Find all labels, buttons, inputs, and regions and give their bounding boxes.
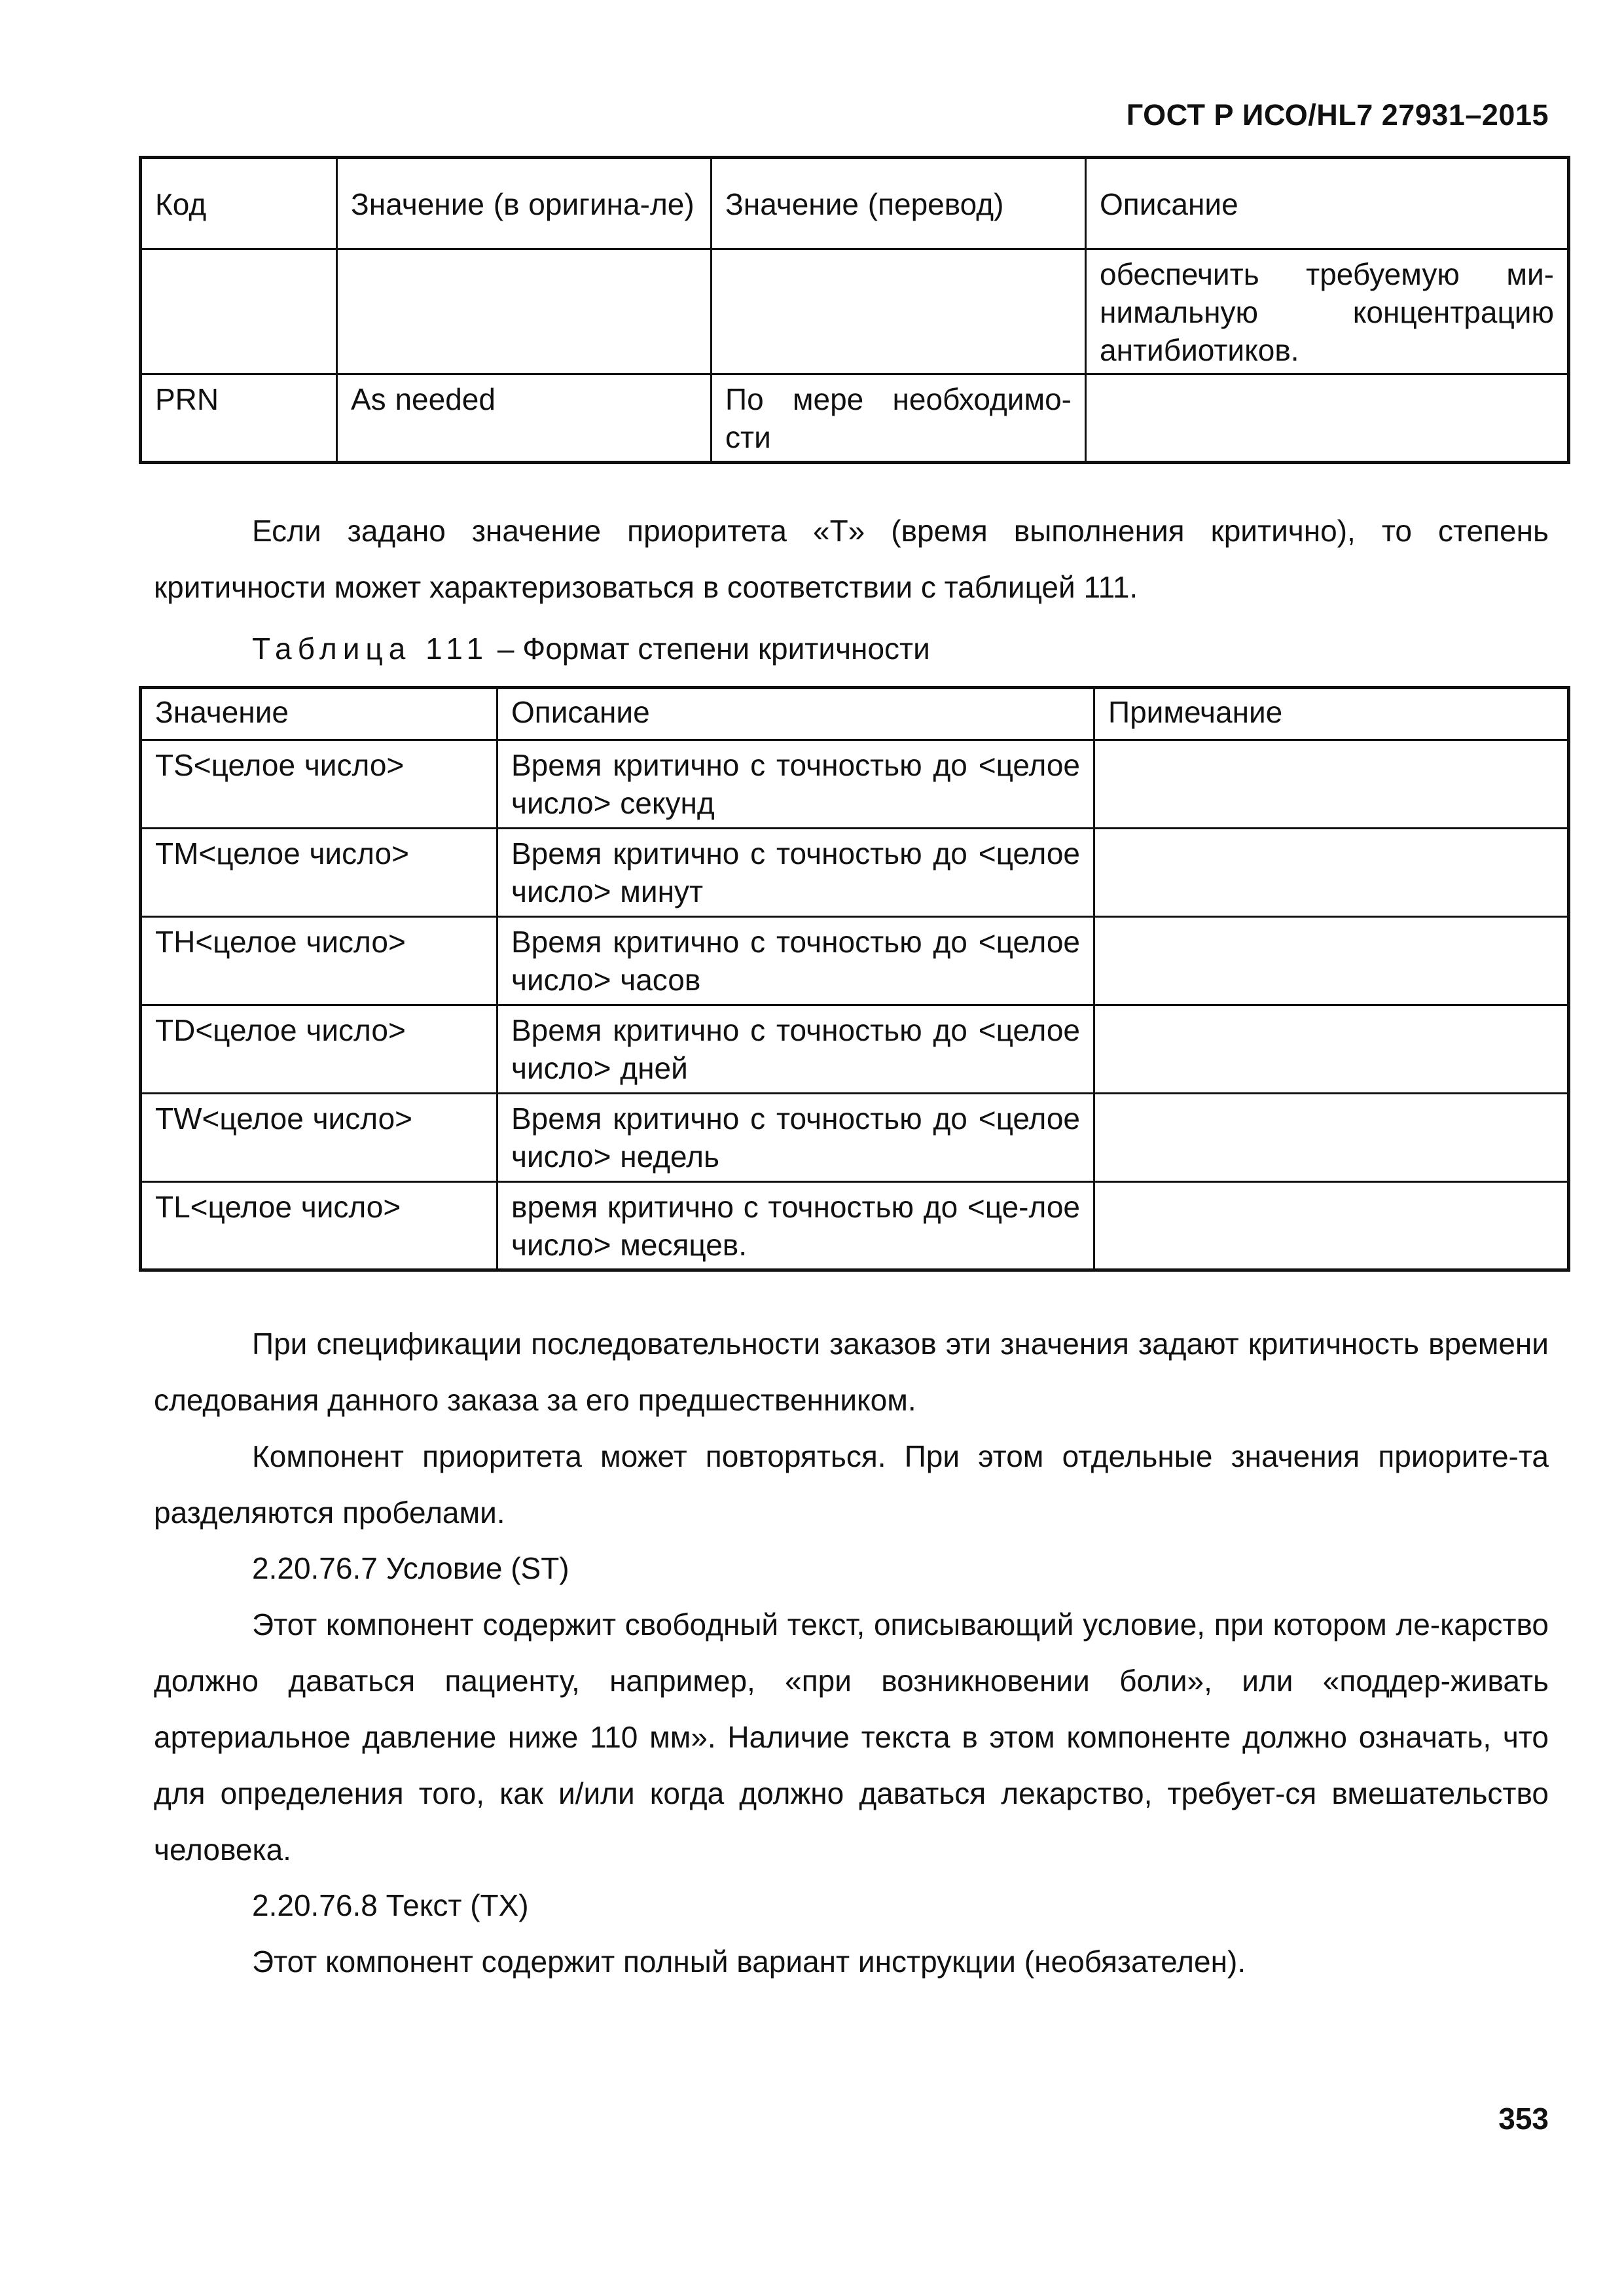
table-cell: [1094, 1005, 1569, 1094]
table-row: [141, 917, 1569, 1005]
paragraph-priority-repeat: Компонент приоритета может повторяться. При этом отдельные значения приорите-та разделяются пробелами.: [154, 1439, 1549, 1530]
header-cell-code: Код: [141, 158, 337, 249]
header-cell-description: Описание: [1086, 158, 1569, 249]
table-row: [141, 829, 1569, 917]
table-row: [141, 1005, 1569, 1094]
table-cell: [1094, 917, 1569, 1005]
table-cell: [1086, 374, 1569, 463]
table-cell: TW<целое число>: [141, 1094, 497, 1182]
table-row: [141, 374, 1569, 463]
table-cell: TD<целое число>: [141, 1005, 497, 1094]
section-heading-text: 2.20.76.8 Текст (TX): [252, 1888, 529, 1922]
table-cell: Время критично с точностью до <целое число> дней: [497, 1005, 1094, 1094]
criticality-table: [139, 686, 1570, 1272]
standard-code-header: ГОСТ Р ИСО/HL7 27931–2015: [1126, 98, 1549, 132]
section-heading-condition: 2.20.76.7 Условие (ST): [252, 1551, 569, 1585]
table-cell: время критично с точностью до <це-лое число> месяцев.: [497, 1182, 1094, 1270]
header-cell-original: Значение (в оригина-ле): [337, 158, 712, 249]
codes-table: [139, 156, 1570, 464]
header-cell-value: Значение: [141, 688, 497, 740]
table-cell: [1094, 740, 1569, 829]
table-caption: [252, 620, 930, 677]
table-cell: [337, 249, 712, 374]
table-cell: TH<целое число>: [141, 917, 497, 1005]
paragraph-text-component: Этот компонент содержит полный вариант инструкции (необязателен).: [252, 1945, 1246, 1979]
table-caption-dash: –: [497, 632, 514, 666]
table-caption-title: Формат степени критичности: [522, 632, 930, 666]
table-cell: TM<целое число>: [141, 829, 497, 917]
table-cell: [1094, 1094, 1569, 1182]
table-cell: [1094, 1182, 1569, 1270]
paragraph-condition: Этот компонент содержит свободный текст, описывающий условие, при котором ле-карство должно даваться пациенту, например, «при возникновении боли», или «поддер-живать артериальное давление ниже 110 мм». Наличие текста в этом компоненте должно означать, что для определения того, как и/или когда должно даваться лекарство, требует-ся вмешательство человека.: [154, 1607, 1549, 1867]
table-cell: Время критично с точностью до <целое число> часов: [497, 917, 1094, 1005]
paragraph-order-sequence: При спецификации последовательности заказов эти значения задают критичность времени следования данного заказа за его предшественником.: [154, 1327, 1549, 1417]
header-cell-description: Описание: [497, 688, 1094, 740]
page-number: 353: [1498, 2102, 1549, 2136]
table-cell: [141, 249, 337, 374]
table-cell: TS<целое число>: [141, 740, 497, 829]
table-row: [141, 249, 1569, 374]
table-cell: [712, 249, 1086, 374]
table-row: [141, 740, 1569, 829]
table-cell: По мере необходимо-сти: [712, 374, 1086, 463]
table-cell: обеспечить требуемую ми-нимальную концентрацию антибиотиков.: [1086, 249, 1569, 374]
table-cell: As needed: [337, 374, 712, 463]
table-header-row: [141, 688, 1569, 740]
table-row: [141, 1182, 1569, 1270]
table-cell: [1094, 829, 1569, 917]
header-cell-translation: Значение (перевод): [712, 158, 1086, 249]
table-row: [141, 1094, 1569, 1182]
table-cell: PRN: [141, 374, 337, 463]
table-caption-label: Таблица 111: [252, 632, 490, 666]
header-cell-note: Примечание: [1094, 688, 1569, 740]
table-cell: Время критично с точностью до <целое число> секунд: [497, 740, 1094, 829]
table-cell: Время критично с точностью до <целое число> минут: [497, 829, 1094, 917]
table-cell: TL<целое число>: [141, 1182, 497, 1270]
paragraph-priority-t: Если задано значение приоритета «T» (время выполнения критично), то степень критичности может характеризоваться в соответствии с таблицей 111.: [154, 514, 1549, 604]
table-cell: Время критично с точностью до <целое число> недель: [497, 1094, 1094, 1182]
table-header-row: [141, 158, 1569, 249]
